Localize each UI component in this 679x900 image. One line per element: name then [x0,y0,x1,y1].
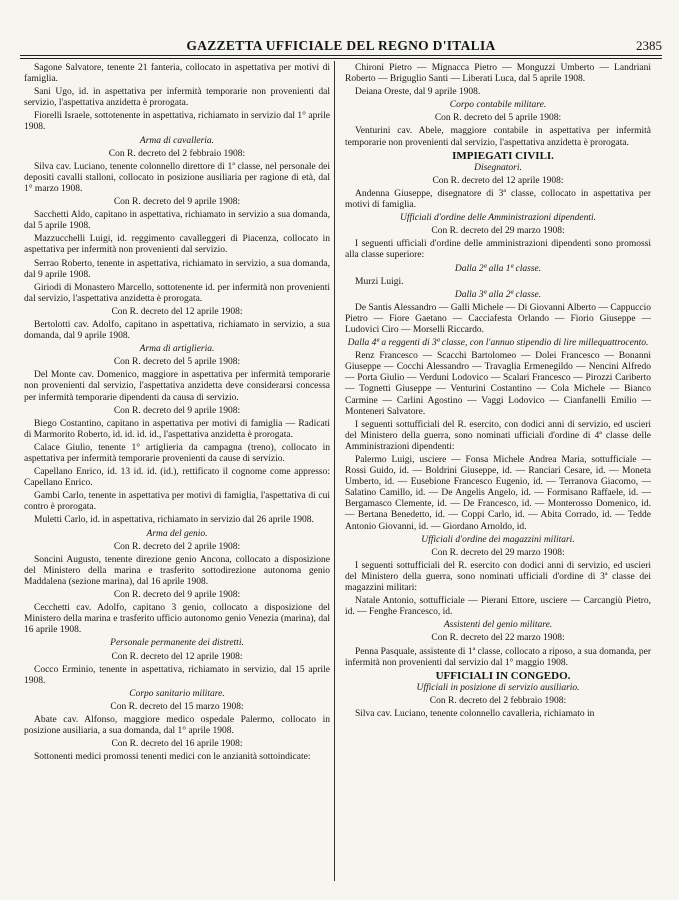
decree-line: Con R. decreto del 29 marzo 1908: [431,226,565,237]
section-subheading: Dalla 4ª a reggenti di 3ª classe, con l'annuo stipendio di lire millequattrocento. [347,338,649,349]
decree-line: Con R. decreto del 2 febbraio 1908: [108,148,246,159]
entry-paragraph: Sagone Salvatore, tenente 21 fanteria, collocato in aspettativa per motivi di famiglia. [24,63,330,85]
decree-line: Con R. decreto del 29 marzo 1908: [431,547,565,558]
entry-paragraph: Abate cav. Alfonso, maggiore medico ospedale Palermo, collocato in posizione ausiliaria, a sua domanda, dal 1° aprile 1908. [24,714,330,737]
entry-paragraph: Giriodi di Monastero Marcello, sottotenente id. per infermità non provenienti dal servizio, l'aspettativa anzidetta è prorogata. [24,282,330,304]
decree-line: Con R. decreto del 22 marzo 1908: [431,633,565,644]
decree-line: Con R. decreto del 2 febbraio 1908: [429,695,567,706]
entry-paragraph: Venturini cav. Abele, maggiore contabile in aspettativa per infermità temporarie non provenienti dal servizio, l'aspettativa anzidetta è prorogata. [345,126,651,148]
section-subheading: Arma di cavalleria. [139,135,215,146]
entry-paragraph: I seguenti ufficiali d'ordine delle amministrazioni dipendenti sono promossi alla classe superiore: [345,239,651,261]
section-subheading: Arma del genio. [146,528,208,539]
entry-paragraph: Sacchetti Aldo, capitano in aspettativa, richiamato in servizio a sua domanda, dal 5 aprile 1908. [24,210,330,232]
entry-paragraph: Sani Ugo, id. in aspettativa per infermità temporarie non provenienti dal servizio, l'aspettativa anzidetta è prorogata. [24,87,330,109]
entry-paragraph: Andenna Giuseppe, disegnatore di 3ª classe, collocato in aspettativa per motivi di famiglia. [345,188,651,211]
entry-paragraph: Capellano Enrico, id. 13 id. id. (id.), rettificato il cognome come appresso: Capellano Enrico. [24,467,330,489]
entry-paragraph: Gambi Carlo, tenente in aspettativa per motivi di famiglia, l'aspettativa di cui contro è prorogata. [24,491,330,513]
entry-paragraph: Sottonenti medici promossi tenenti medici con le anzianità sottoindicate: [34,752,311,763]
entry-paragraph: Del Monte cav. Domenico, maggiore in aspettativa per infermità temporarie non provenienti dal servizio, l'aspettativa anzidetta deve considerarsi concessa per infermità temporarie dipendenti da causa di servizio. [24,370,330,403]
decree-line: Con R. decreto del 12 aprile 1908: [111,306,243,317]
header-rule-bottom [20,58,662,59]
entry-paragraph: Mazzucchelli Luigi, id. reggimento cavalleggeri di Piacenza, collocato in aspettativa per infermità non provenienti dal servizio. [24,234,330,256]
entry-paragraph: Bertolotti cav. Adolfo, capitano in aspettativa, richiamato in servizio, a sua domanda, dal 9 aprile 1908. [24,319,330,342]
entry-paragraph: Calace Giulio, tenente 1° artiglieria da campagna (treno), collocato in aspettativa per infermità temporarie provenienti da cause di servizio. [24,442,330,464]
entry-paragraph: Serrao Roberto, tenente in aspettativa, richiamato in servizio, a sua domanda, dal 9 aprile 1908. [24,258,330,280]
section-subheading: Corpo contabile militare. [449,100,547,111]
entry-paragraph: Penna Pasquale, assistente di 1ª classe, collocato a riposo, a sua domanda, per infermità non provenienti dal servizio dal 1° maggio 1908. [345,646,651,668]
decree-line: Con R. decreto del 2 aprile 1908: [113,541,241,552]
column-divider [334,61,335,881]
section-subheading: Arma di artiglieria. [139,344,215,355]
entry-paragraph: Murzi Luigi. [355,276,404,287]
section-subheading: Personale permanente dei distretti. [110,638,244,649]
entry-paragraph: Soncini Augusto, tenente direzione genio Ancona, collocato a disposizione del Ministero della marina e trasferito sottodirezione autonoma genio Maddalena (sezione marina), dal 16 aprile 1908. [24,554,330,587]
entry-paragraph: Fiorelli Israele, sottotenente in aspettativa, richiamato in servizio dal 1° aprile 1908. [24,111,330,133]
section-subheading: Corpo sanitario militare. [129,688,225,699]
decree-line: Con R. decreto del 9 aprile 1908: [113,197,241,208]
decree-line: Con R. decreto del 9 aprile 1908: [113,405,241,416]
decree-line: Con R. decreto del 9 aprile 1908: [113,590,241,601]
entry-paragraph: Palermo Luigi, usciere — Fonsa Michele Andrea Maria, sottufficiale — Rossi Guido, id. — Boldrini Giuseppe, id. — Ranciari Cesare, id. — Moneta Umberto, id. — Eusebione Francesco Eugenio, id. — Terranova Giacomo, — Salatino Camillo, id. — De Angelis Angelo, id. — Formisano Raffaele, id. — Bergamasco Clemente, id. — De Francesco, id. — Monterosso Domenico, id. — Bertana Benedetto, id. — Coppi Carlo, id. — Abita Corrado, id. — Tedde Antonio Giovanni, id. — Giordano Arnoldo, id. [345,455,651,532]
decree-line: Con R. decreto del 15 marzo 1908: [110,701,244,712]
entry-paragraph: I seguenti sottufficiali del R. esercito con dodici anni di servizio, ed uscieri del Ministero della guerra, sono nominati ufficiali d'ordine di 3ª classe dei magazzini militari: [345,560,651,594]
section-subheading: Ufficiali in posizione di servizio ausiliario. [416,682,580,693]
entry-paragraph: Silva cav. Luciano, tenente colonnello direttore di 1ª classe, nel personale dei depositi cavalli stalloni, collocato in posizione ausiliaria per ragione di età, dal 1° marzo 1908. [24,161,330,194]
left-column [24,63,330,881]
decree-line: Con R. decreto del 5 aprile 1908: [113,357,241,368]
entry-paragraph: De Santis Alessandro — Galli Michele — Di Giovanni Alberto — Cappuccio Pietro — Fiore Gaetano — Cacciafesta Orlando — Fiorio Giuseppe — Ludovici Ciro — Morselli Riccardo. [345,302,651,335]
section-subheading: Dalla 3ª alla 2ª classe. [454,289,542,300]
entry-paragraph: Cecchetti cav. Adolfo, capitano 3 genio, collocato a disposizione del Ministero della marina e trasferito ufficio autonomo genio Venezia (marina), dal 16 aprile 1908. [24,603,330,636]
decree-line: Con R. decreto del 12 aprile 1908: [111,651,243,662]
right-column [345,63,651,881]
entry-paragraph: Renz Francesco — Scacchi Bartolomeo — Dolei Francesco — Bonanni Giuseppe — Cocchi Alessandro — Travaglia Ermenegildo — Nencini Alfredo — Porta Giulio — Verduni Lodovico — Scalari Francesco — Pirozzi Cariberto — Tognetti Giuseppe — Venturini Costantino — Cola Michele — Bianco Carmine — Carlini Agostino — Vaggi Lodovico — Cianfanelli Emilio — Monteneri Salvatore. [345,351,651,417]
page-header [20,32,662,54]
gazette-title: GAZZETTA UFFICIALE DEL REGNO D'ITALIA [186,38,496,53]
decree-line: Con R. decreto del 12 aprile 1908: [432,175,564,186]
section-subheading: Disegnatori. [474,162,522,173]
entry-paragraph: Silva cav. Luciano, tenente colonnello cavalleria, richiamato in [355,708,595,719]
header-rule-top [20,55,662,56]
entry-paragraph: Natale Antonio, sottufficiale — Pierani Ettore, usciere — Carcangiù Pietro, id. — Fenghe Francesco, id. [345,596,651,618]
page-number: 2385 [636,38,662,53]
entry-paragraph: I seguenti sottufficiali del R. esercito, con dodici anni di servizio, ed uscieri del Ministero della guerra, sono nominati ufficiali d'ordine di 4ª classe delle Amministrazioni dipendenti: [345,419,651,452]
decree-line: Con R. decreto del 5 aprile 1908: [434,113,562,124]
entry-paragraph: Deiana Oreste, dal 9 aprile 1908. [355,87,481,98]
section-subheading: Dalla 2ª alla 1ª classe. [454,263,542,274]
section-subheading: Ufficiali d'ordine dei magazzini militari. [421,534,575,545]
section-heading: IMPIEGATI CIVILI. [452,149,554,162]
section-heading: UFFICIALI IN CONGEDO. [435,669,571,682]
decree-line: Con R. decreto del 16 aprile 1908: [111,739,243,750]
entry-paragraph: Cocco Erminio, tenente in aspettativa, richiamato in servizio, dal 15 aprile 1908. [24,664,330,686]
entry-paragraph: Biego Costantino, capitano in aspettativa per motivi di famiglia — Radicati di Marmorito Roberto, id. id. id. id., l'aspettativa anzidetta è prorogata. [24,418,330,440]
entry-paragraph: Chironi Pietro — Mignacca Pietro — Monguzzi Umberto — Landriani Roberto — Briguglio Santi — Liberati Luca, dal 5 aprile 1908. [345,63,651,85]
entry-paragraph: Muletti Carlo, id. in aspettativa, richiamato in servizio dal 26 aprile 1908. [34,515,314,526]
section-subheading: Ufficiali d'ordine delle Amministrazioni dipendenti. [400,213,596,224]
section-subheading: Assistenti del genio militare. [443,620,553,631]
